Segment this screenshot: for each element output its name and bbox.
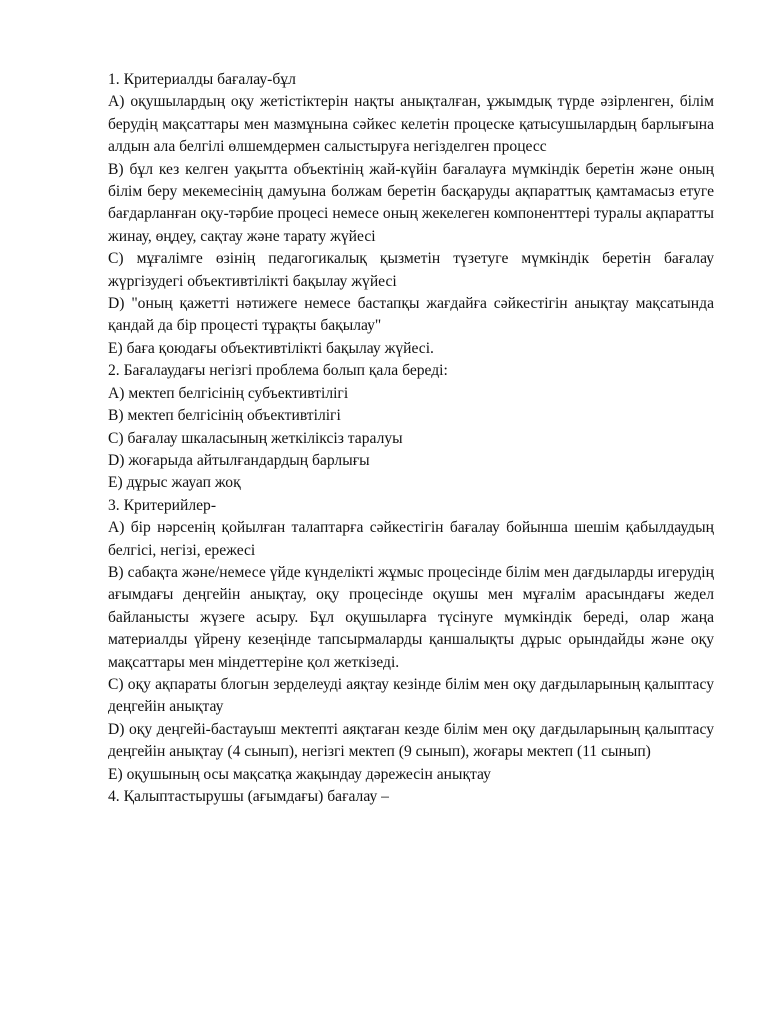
document-page xyxy=(108,69,714,808)
answer-option-b: В) мектеп белгісінің объективтілігі xyxy=(108,407,341,425)
answer-option-b: В) бұл кез келген уақытта объектінің жай-күйін бағалауға мүмкіндік беретін және оның білім беру мекемесінің дамуына болжам беретін басқаруды ақпараттық қамтамасыз етуге бағдарланған оқу-тәрбие процесі немесе оның жекелеген компоненттері туралы ақпаратты жинау, өңдеу, сақтау және тарату жүйесі xyxy=(108,160,714,245)
answer-option-b: В) сабақта және/немесе үйде күнделікті жұмыс процесінде білім мен дағдыларды игерудің ағымдағы деңгейін анықтау, оқу процесінде оқушы мен мұғалім арасындағы жедел байланысты жүзеге асыру. Бұл оқушыларға түсінуге мүмкіндік береді, олар жаңа материалды үйрену кезеңінде тапсырмаларды қаншалықты дұрыс орындайды және оқу мақсаттары мен міндеттеріне қол жеткізеді. xyxy=(108,563,714,671)
question-1 xyxy=(108,69,714,360)
question-title: 3. Критерийлер- xyxy=(108,496,217,514)
answer-option-e: Е) баға қоюдағы объективтілікті бақылау жүйесі. xyxy=(108,339,434,357)
answer-option-a: А) мектеп белгісінің субъективтілігі xyxy=(108,384,349,402)
answer-option-d: D) жоғарыда айтылғандардың барлығы xyxy=(108,451,370,469)
question-4 xyxy=(108,786,714,808)
question-title: 2. Бағалаудағы негізгі проблема болып қала береді: xyxy=(108,362,448,380)
answer-option-a: А) бір нәрсенің қойылған талаптарға сәйкестігін бағалау бойынша шешім қабылдаудың белгісі, негізі, ережесі xyxy=(108,519,714,559)
answer-option-d: D) оқу деңгейі-бастауыш мектепті аяқтаған кезде білім мен оқу дағдыларының қалыптасу деңгейін анықтау (4 сынып), негізгі мектеп (9 сынып), жоғары мектеп (11 сынып) xyxy=(108,720,714,761)
answer-option-d: D) "оның қажетті нәтижеге немесе бастапқы жағдайға сәйкестігін анықтау мақсатында қандай да бір процесті тұрақты бақылау" xyxy=(108,295,714,335)
answer-option-c: С) бағалау шкаласының жеткіліксіз таралуы xyxy=(108,429,403,447)
answer-option-c: С) мұғалімге өзінің педагогикалық қызметін түзетуге мүмкіндік беретін бағалау жүргізудегі объективтілікті бақылау жүйесі xyxy=(108,250,714,290)
answer-option-e: Е) оқушының осы мақсатқа жақындау дәрежесін анықтау xyxy=(108,765,491,783)
answer-option-a: А) оқушылардың оқу жетістіктерін нақты анықталған, ұжымдық түрде әзірленген, білім берудің мақсаттары мен мазмұнына сәйкес келетін процеске қатысушылардың барлығына алдын ала белгілі өлшемдермен салыстыруға негізделген процесс xyxy=(108,93,714,156)
answer-option-c: С) оқу ақпараты блогын зерделеуді аяқтау кезінде білім мен оқу дағдыларының қалыптасу деңгейін анықтау xyxy=(108,675,714,716)
question-title: 1. Критериалды бағалау-бұл xyxy=(108,71,296,88)
question-title: 4. Қалыптастырушы (ағымдағы) бағалау – xyxy=(108,788,389,805)
question-3 xyxy=(108,495,714,786)
question-2 xyxy=(108,360,714,494)
answer-option-e: Е) дұрыс жауап жоқ xyxy=(108,474,241,492)
